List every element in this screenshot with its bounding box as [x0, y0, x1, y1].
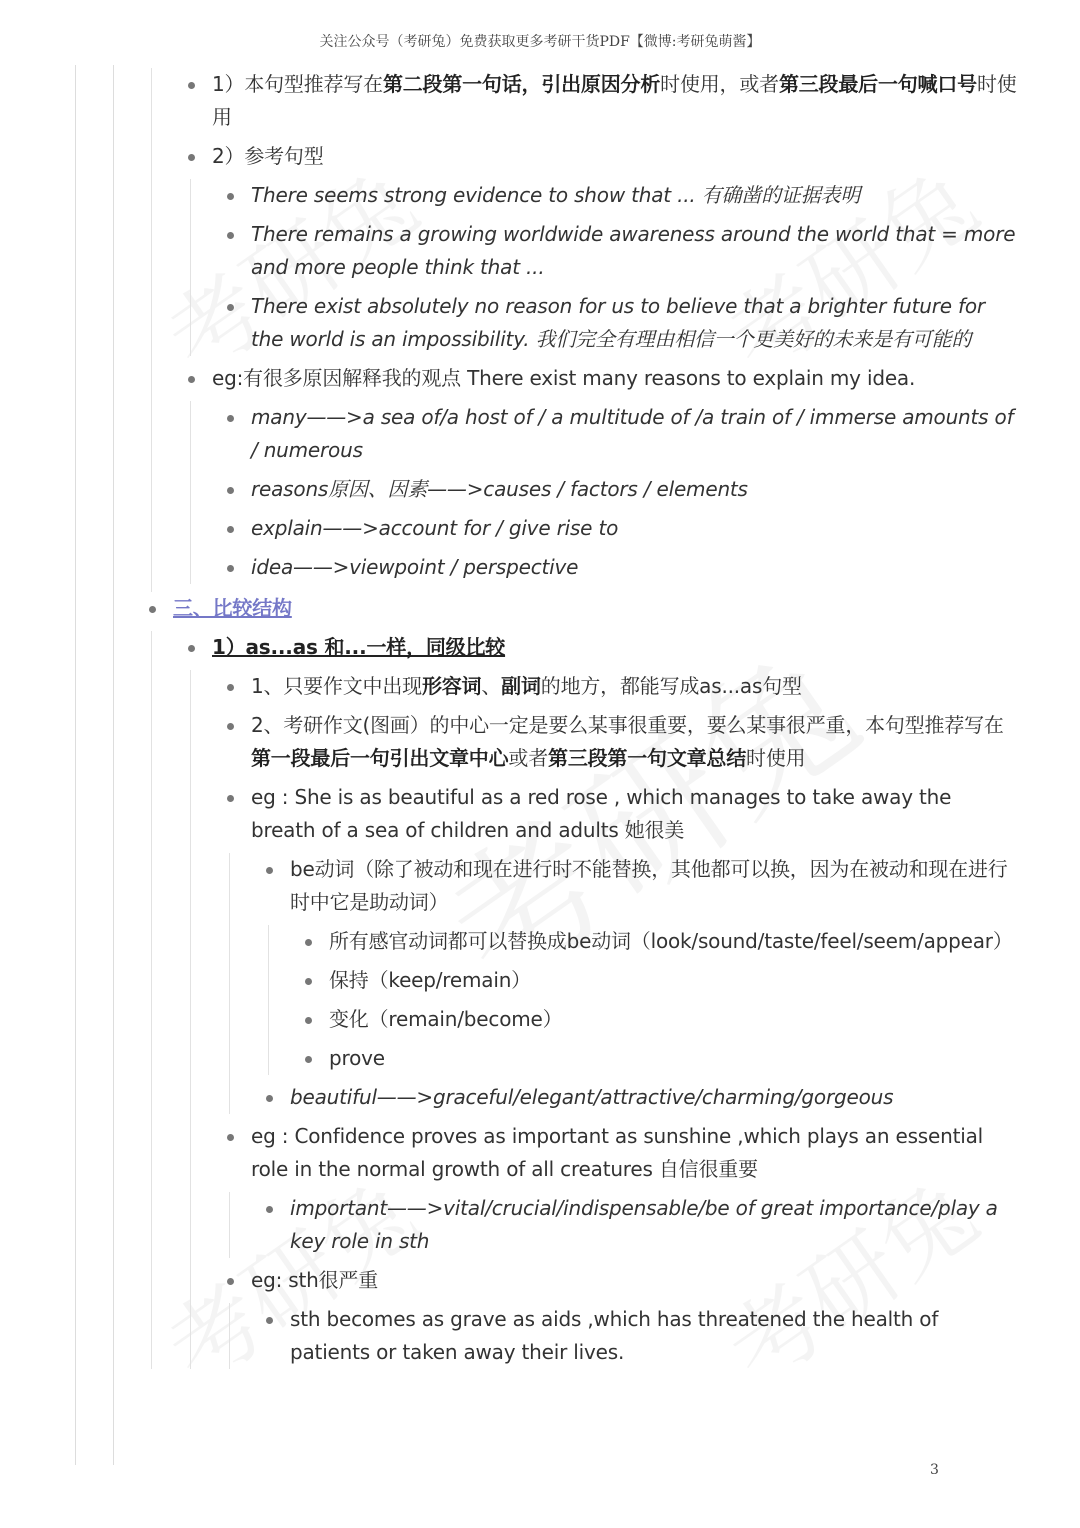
- text-segment: There exist absolutely no reason for us to believe that a brighter future for the world is an impossibility. 我们完全有理由相信一个更美好的未来是有可能的: [251, 294, 985, 351]
- bullet-icon: [227, 415, 234, 422]
- list-item: [229, 512, 1021, 545]
- bullet-icon: [227, 193, 234, 200]
- text-segment: 保持（keep/remain）: [329, 968, 531, 992]
- list-item: [190, 631, 1021, 1369]
- bullet-icon: [227, 232, 234, 239]
- bullet-icon: [266, 1206, 273, 1213]
- text-segment: 所有感官动词都可以替换成be动词（look/sound/taste/feel/seem/appear）: [329, 929, 1013, 953]
- list-item-text: [229, 512, 1021, 545]
- text-segment: explain——>account for / give rise to: [251, 516, 619, 540]
- list-item: [190, 68, 1021, 134]
- text-segment: 第一段最后一句引出文章中心: [251, 746, 509, 770]
- list-item-text: [268, 1303, 1021, 1369]
- text-segment: 或者: [508, 746, 549, 770]
- list-item: [307, 925, 1021, 958]
- text-segment: 时使用: [746, 746, 806, 770]
- nested-list: [229, 853, 1021, 1114]
- nested-list: [268, 925, 1021, 1075]
- text-segment: 副词: [501, 674, 541, 698]
- bullet-icon: [227, 304, 234, 311]
- text-segment: important——>vital/crucial/indispensable/be of great importance/play a key role in sth: [290, 1196, 998, 1253]
- list-item: [229, 290, 1021, 356]
- bullet-icon: [305, 939, 312, 946]
- text-segment: There seems strong evidence to show that ... 有确凿的证据表明: [251, 183, 861, 207]
- list-item: [229, 401, 1021, 467]
- text-segment: idea——>viewpoint / perspective: [251, 555, 579, 579]
- list-item: [190, 362, 1021, 584]
- text-segment: eg: sth很严重: [251, 1268, 379, 1292]
- bullet-icon: [227, 1278, 234, 1285]
- list-item-text: [190, 362, 1021, 395]
- bullet-icon: [227, 795, 234, 802]
- bullet-icon: [227, 1134, 234, 1141]
- text-segment: 第三段最后一句喊口号: [778, 72, 977, 96]
- list-item: [229, 473, 1021, 506]
- list-item: [229, 670, 1021, 703]
- text-segment: be动词（除了被动和现在进行时不能替换，其他都可以换，因为在被动和现在进行时中它是助动词）: [290, 857, 1008, 914]
- list-item: [307, 1003, 1021, 1036]
- text-segment: 形容词: [421, 674, 482, 698]
- outline-content: [151, 68, 1021, 1375]
- list-item: [307, 1042, 1021, 1075]
- bullet-icon: [227, 526, 234, 533]
- list-item-text: [229, 551, 1021, 584]
- page-number: 3: [930, 1462, 939, 1478]
- list-item-text: [190, 140, 1021, 173]
- text-segment: 2、考研作文(图画）的中心一定是要么某事很重要，要么某事很严重，本句型推荐写在: [251, 713, 1004, 737]
- list-item: [229, 781, 1021, 1114]
- bullet-icon: [266, 867, 273, 874]
- bullet-icon: [188, 154, 195, 161]
- list-item: [190, 140, 1021, 356]
- nested-list: [190, 179, 1021, 356]
- bullet-icon: [227, 565, 234, 572]
- list-item-text: [307, 1042, 1021, 1075]
- nested-list: [229, 1192, 1021, 1258]
- text-segment: 1）as...as 和...一样，同级比较: [212, 635, 506, 659]
- nested-list: [190, 401, 1021, 584]
- text-segment: 时使用，或者: [660, 72, 779, 96]
- bullet-icon: [266, 1317, 273, 1324]
- text-segment: There remains a growing worldwide awareness around the world that = more and more people think that ...: [251, 222, 1016, 279]
- list-item-text: [229, 473, 1021, 506]
- bullet-icon: [305, 1017, 312, 1024]
- text-segment: 2）参考句型: [212, 144, 324, 168]
- list-item-text: [151, 592, 1021, 625]
- text-segment: beautiful——>graceful/elegant/attractive/charming/gorgeous: [290, 1085, 894, 1109]
- list-item: [229, 218, 1021, 284]
- list-item: [229, 1264, 1021, 1369]
- list-item-text: [190, 68, 1021, 134]
- page-header: 关注公众号（考研兔）免费获取更多考研干货PDF【微博:考研兔萌酱】: [319, 34, 761, 50]
- indent-guide: [75, 65, 76, 1465]
- bullet-icon: [188, 376, 195, 383]
- list-item: [268, 853, 1021, 1075]
- list-item: [307, 964, 1021, 997]
- text-segment: 变化（remain/become）: [329, 1007, 563, 1031]
- bullet-icon: [305, 1056, 312, 1063]
- nested-list: [151, 631, 1021, 1369]
- bullet-icon: [227, 723, 234, 730]
- list-item: [229, 551, 1021, 584]
- bullet-icon: [149, 606, 156, 613]
- list-item-text: [229, 218, 1021, 284]
- bullet-icon: [227, 487, 234, 494]
- list-item-text: [229, 670, 1021, 703]
- list-item: [229, 1120, 1021, 1258]
- section-list: [151, 592, 1021, 1369]
- list-item-text: [268, 1192, 1021, 1258]
- bullet-icon: [188, 645, 195, 652]
- list-item-text: [229, 179, 1021, 212]
- list-item-text: [268, 1081, 1021, 1114]
- list-item: [229, 709, 1021, 775]
- bullet-icon: [188, 82, 195, 89]
- list-item-text: [229, 1264, 1021, 1297]
- list-item: [268, 1192, 1021, 1258]
- section-heading-link[interactable]: 三、比较结构: [173, 596, 292, 620]
- text-segment: eg : She is as beautiful as a red rose , which manages to take away the breath of a sea of children and adults 她很美: [251, 785, 952, 842]
- bullet-icon: [305, 978, 312, 985]
- text-segment: 1、只要作文中出现: [251, 674, 422, 698]
- list-item-text: [229, 290, 1021, 356]
- indent-guide: [113, 65, 114, 1465]
- list-item-text: [190, 631, 1021, 664]
- list-item: [151, 592, 1021, 1369]
- text-segment: 第三段第一句文章总结: [548, 746, 747, 770]
- text-segment: eg : Confidence proves as important as sunshine ,which plays an essential role in the normal growth of all creatures 自信很重要: [251, 1124, 984, 1181]
- text-segment: 时使用: [212, 72, 1017, 129]
- text-segment: 的地方，都能写成as...as句型: [540, 674, 802, 698]
- list-item-text: [307, 1003, 1021, 1036]
- text-segment: eg:有很多原因解释我的观点 There exist many reasons to explain my idea.: [212, 366, 916, 390]
- nested-list: [190, 670, 1021, 1369]
- text-segment: many——>a sea of/a host of / a multitude of /a train of / immerse amounts of / numerous: [251, 405, 1014, 462]
- text-segment: sth becomes as grave as aids ,which has threatened the health of patients or taken away their lives.: [290, 1307, 939, 1364]
- text-segment: 第二段第一句话，引出原因分析: [382, 72, 661, 96]
- list-item-text: [307, 964, 1021, 997]
- text-segment: prove: [329, 1046, 385, 1070]
- list-item-text: [229, 781, 1021, 847]
- list-item: [268, 1081, 1021, 1114]
- list-item-text: [229, 401, 1021, 467]
- bullet-icon: [266, 1095, 273, 1102]
- continued-list: [151, 68, 1021, 592]
- list-item-text: [229, 1120, 1021, 1186]
- list-item: [268, 1303, 1021, 1369]
- nested-list: [229, 1303, 1021, 1369]
- list-item-text: [307, 925, 1021, 958]
- text-segment: 1）本句型推荐写在: [212, 72, 383, 96]
- text-segment: 、: [481, 674, 502, 698]
- list-item-text: [229, 709, 1021, 775]
- list-item-text: [268, 853, 1021, 919]
- bullet-icon: [227, 684, 234, 691]
- list-item: [229, 179, 1021, 212]
- text-segment: reasons原因、因素——>causes / factors / elements: [251, 477, 748, 501]
